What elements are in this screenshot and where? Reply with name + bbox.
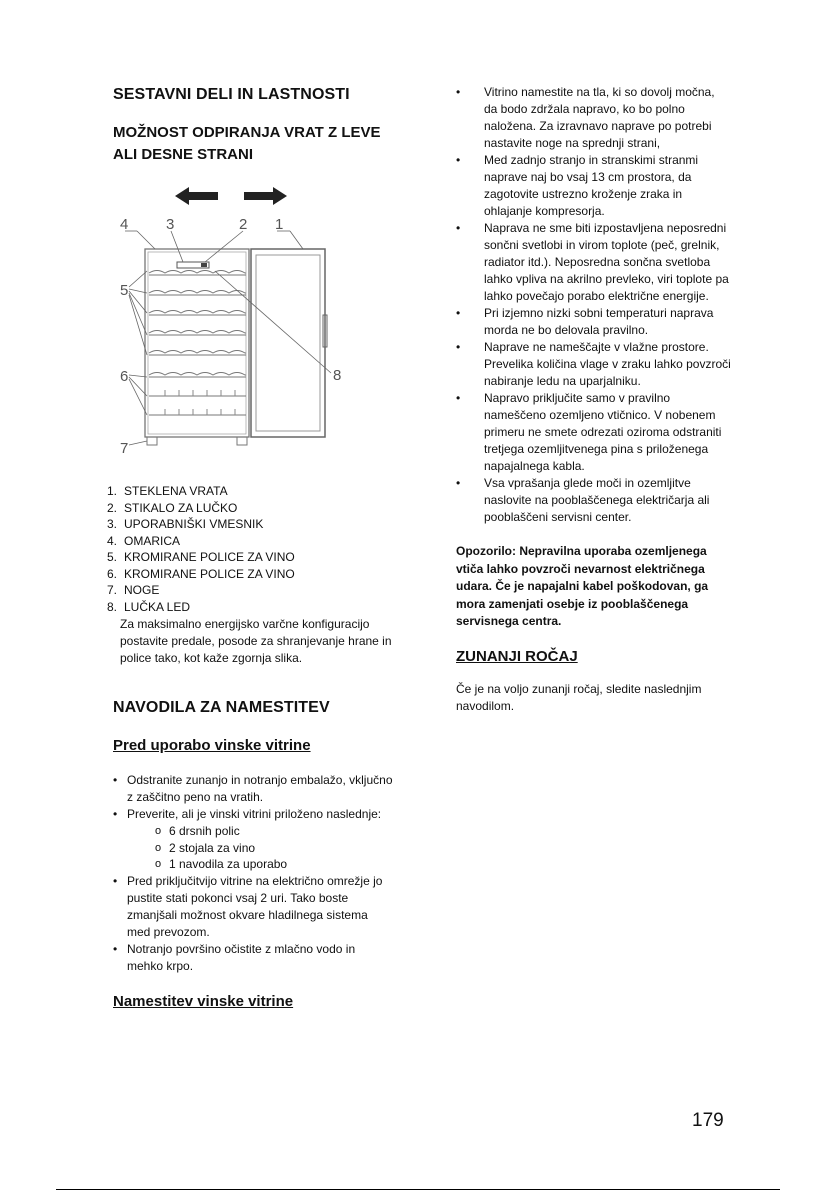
- part-number: 8.: [107, 599, 118, 614]
- part-label: KROMIRANE POLICE ZA VINO: [124, 566, 295, 581]
- part-label: OMARICA: [124, 533, 181, 548]
- parts-list: [107, 483, 397, 667]
- right-column: [456, 84, 731, 715]
- door-option-title-line2: ALI DESNE STRANI: [113, 146, 254, 163]
- included-items-list: [127, 823, 393, 873]
- callout-3: 3: [166, 216, 175, 233]
- before-use-item-text: Preverite, ali je vinski vitrini priloženo naslednje:: [127, 807, 382, 821]
- placement-title: Namestitev vinske vitrine: [113, 992, 294, 1010]
- guideline-item: • Pri izjemno nizki sobni temperaturi naprava morda ne bo delovala pravilno.: [456, 305, 731, 339]
- part-item: [107, 483, 397, 500]
- part-item: [107, 533, 397, 550]
- right-arrow-icon: [244, 187, 287, 205]
- before-use-item: • Notranjo površino očistite z mlačno vodo in mehko krpo.: [113, 941, 393, 975]
- included-item: o 2 stojala za vino: [155, 840, 393, 857]
- before-use-list: [113, 772, 393, 975]
- guideline-item: • Naprave ne nameščajte v vlažne prostore. Prevelika količina vlage v zraku lahko povzroči nabiranje ledu na uparjalniku.: [456, 339, 731, 390]
- guideline-item: • Vitrino namestite na tla, ki so dovolj močna, da bodo zdržala napravo, ko bo polno naložena. Za izravnavo naprave po potrebi nastavite noge na sprednji strani,: [456, 84, 731, 152]
- part-item: [107, 566, 397, 583]
- cabinet-outline: [145, 249, 249, 437]
- guideline-item: • Vsa vprašanja glede moči in ozemljitve naslovite na pooblaščenega električarja ali pooblaščeni servisni center.: [456, 475, 731, 526]
- leader-lines: [125, 231, 331, 445]
- placement-guidelines-list: [456, 84, 731, 526]
- callout-8: 8: [333, 367, 342, 384]
- callout-5: 5: [120, 282, 129, 299]
- callout-2: 2: [239, 216, 248, 233]
- callout-7: 7: [120, 440, 129, 457]
- part-number: 7.: [107, 583, 118, 597]
- glass-door: [251, 249, 325, 437]
- left-column-header: [113, 86, 393, 166]
- parts-note: Za maksimalno energijsko varčne konfiguracijo postavite predale, posode za shranjevanje hrane in police tako, kot kaže zgornja slika.: [120, 617, 392, 665]
- section-title-parts: SESTAVNI DELI IN LASTNOSTI: [113, 86, 350, 103]
- grounding-warning: Opozorilo: Nepravilna uporaba ozemljenega vtiča lahko povzroči nevarnost električnega udara. Če je napajalni kabel poškodovan, ga mora zamenjati osebje iz pooblaščenega servisnega centra.: [456, 544, 709, 628]
- callout-6: 6: [120, 368, 129, 385]
- part-item: [107, 599, 397, 616]
- external-handle-title: ZUNANJI ROČAJ: [456, 647, 578, 665]
- before-use-item: [113, 806, 393, 873]
- part-item: [107, 549, 397, 566]
- part-item: [107, 500, 397, 517]
- part-number: 1.: [107, 484, 118, 498]
- part-label: NOGE: [124, 583, 160, 597]
- included-item: o 1 navodila za uporabo: [155, 856, 393, 873]
- external-handle-text: Če je na voljo zunanji ročaj, sledite naslednjim navodilom.: [456, 681, 702, 713]
- part-label: UPORABNIŠKI VMESNIK: [124, 517, 264, 531]
- wine-cooler-diagram: [115, 183, 350, 461]
- part-item: [107, 516, 397, 533]
- part-label: STEKLENA VRATA: [124, 484, 228, 498]
- part-number: 5.: [107, 550, 118, 564]
- part-number: 2.: [107, 500, 118, 515]
- part-number: 3.: [107, 517, 118, 531]
- before-use-item: • Odstranite zunanjo in notranjo embalažo, vključno z zaščitno peno na vratih.: [113, 772, 393, 806]
- part-number: 6.: [107, 566, 118, 581]
- callout-1: 1: [275, 216, 284, 233]
- installation-title: NAVODILA ZA NAMESTITEV: [113, 699, 330, 716]
- part-item: [107, 582, 397, 599]
- footer-rule: [56, 1189, 780, 1190]
- guideline-item: • Naprava ne sme biti izpostavljena neposredni sončni svetlobi in virom toplote (peč, grelnik, radiator itd.). Neposredna sončna svetloba lahko vpliva na akrilno prevleko, viri toplote pa lahko povečajo porabo električne energije.: [456, 220, 731, 305]
- part-label: STIKALO ZA LUČKO: [124, 500, 238, 515]
- installation-section: [113, 699, 393, 1010]
- page-number: 179: [692, 1110, 724, 1131]
- before-use-title: Pred uporabo vinske vitrine: [113, 737, 311, 754]
- left-arrow-icon: [175, 187, 218, 205]
- door-option-title: [113, 122, 393, 166]
- cabinet-feet: [147, 437, 157, 445]
- included-item: o 6 drsnih polic: [155, 823, 393, 840]
- door-option-title-line1: MOŽNOST ODPIRANJA VRAT Z LEVE: [113, 124, 381, 141]
- part-label: LUČKA LED: [124, 599, 191, 614]
- guideline-item: • Napravo priključite samo v pravilno nameščeno ozemljeno vtičnico. V nobenem primeru ne smete odrezati oziroma odstraniti tretjega ozemljitvenega pina s priloženega napajalnega kabla.: [456, 390, 731, 475]
- part-label: KROMIRANE POLICE ZA VINO: [124, 550, 295, 564]
- callout-4: 4: [120, 216, 129, 233]
- wine-shelves: [149, 271, 246, 416]
- guideline-item: • Med zadnjo stranjo in stranskimi stranmi naprave naj bo vsaj 13 cm prostora, da zagotovite ustrezno kroženje zraka in ohlajanje kompresorja.: [456, 152, 731, 220]
- part-number: 4.: [107, 533, 118, 548]
- before-use-item: • Pred priključitvijo vitrine na električno omrežje jo pustite stati pokonci vsaj 2 uri. Tako boste zmanjšali možnost okvare hladilnega sistema med prevozom.: [113, 873, 393, 941]
